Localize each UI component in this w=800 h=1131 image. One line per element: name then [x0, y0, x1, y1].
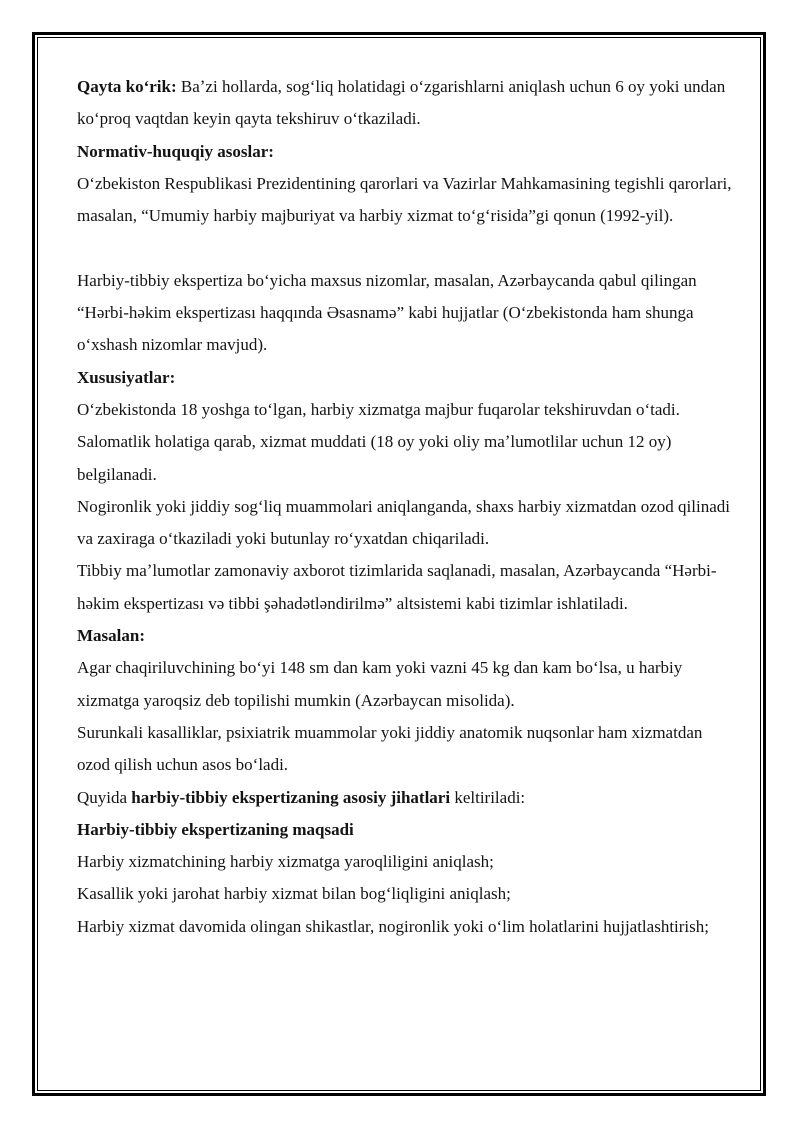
paragraph-xususiyatlar-3: Tibbiy maʼlumotlar zamonaviy axborot tizimlarida saqlanadi, masalan, Azərbaycanda “Hərbi-həkim ekspertizası və tibbi şəhadətləndirilmə” altsistemi kabi tizimlar ishlatiladi. [77, 561, 717, 613]
list-item-maqsad-1: Harbiy xizmatchining harbiy xizmatga yaroqliligini aniqlash; [77, 852, 494, 872]
list-item-maqsad-3: Harbiy xizmat davomida olingan shikastlar, nogironlik yoki oʻlim holatlarini hujjatlashtirish; [77, 916, 709, 936]
paragraph-quyida [77, 782, 737, 814]
document-body [77, 71, 737, 943]
heading-masalan-text: Masalan: [77, 626, 145, 646]
paragraph-qayta-korik [77, 71, 737, 136]
heading-maqsad [77, 814, 737, 846]
paragraph-xususiyatlar-1: Oʻzbekistonda 18 yoshga toʻlgan, harbiy xizmatga majbur fuqarolar tekshiruvdan oʻtadi. Salomatlik holatiga qarab, xizmat muddati (18 oy yoki oliy maʼlumotlilar uchun 12 oy) belgilanadi. [77, 399, 680, 484]
heading-xususiyatlar [77, 362, 737, 394]
heading-normativ [77, 136, 737, 168]
heading-normativ-text: Normativ-huquqiy asoslar: [77, 141, 274, 161]
quyida-pre: Quyida [77, 787, 132, 807]
list-item-maqsad-2: Kasallik yoki jarohat harbiy xizmat bilan bogʻliqligini aniqlash; [77, 884, 511, 904]
quyida-post: keltiriladi: [450, 787, 526, 807]
label-qayta-korik: Qayta koʻrik: [77, 77, 177, 96]
heading-masalan [77, 620, 737, 652]
paragraph-normativ-2: Harbiy-tibbiy ekspertiza boʻyicha maxsus nizomlar, masalan, Azərbaycanda qabul qilingan “Hərbi-həkim ekspertizası haqqında Əsasnamə” kabi hujjatlar (Oʻzbekistonda ham shunga oʻxshash nizomlar mavjud). [77, 270, 697, 355]
heading-maqsad-text: Harbiy-tibbiy ekspertizaning maqsadi [77, 819, 354, 839]
text-qayta-korik: Baʼzi hollarda, sogʻliq holatidagi oʻzgarishlarni aniqlash uchun 6 oy yoki undan koʻproq vaqtdan keyin qayta tekshiruv oʻtkaziladi. [77, 77, 726, 129]
heading-xususiyatlar-text: Xususiyatlar: [77, 367, 176, 387]
paragraph-normativ-1: Oʻzbekiston Respublikasi Prezidentining qarorlari va Vazirlar Mahkamasining tegishli qarorlari, masalan, “Umumiy harbiy majburiyat va harbiy xizmat toʻgʻrisida”gi qonun (1992-yil). [77, 173, 732, 226]
quyida-bold: harbiy-tibbiy ekspertizaning asosiy jihatlari [131, 787, 451, 807]
blank-line [77, 232, 737, 264]
paragraph-xususiyatlar-2: Nogironlik yoki jiddiy sogʻliq muammolari aniqlanganda, shaxs harbiy xizmatdan ozod qilinadi va zaxiraga oʻtkaziladi yoki butunlay roʻyxatdan chiqariladi. [77, 496, 730, 549]
paragraph-masalan-1: Agar chaqiriluvchining boʻyi 148 sm dan kam yoki vazni 45 kg dan kam boʻlsa, u harbiy xizmatga yaroqsiz deb topilishi mumkin (Azərbaycan misolida). [77, 658, 683, 710]
paragraph-masalan-2: Surunkali kasalliklar, psixiatrik muammolar yoki jiddiy anatomik nuqsonlar ham xizmatdan ozod qilish uchun asos boʻladi. [77, 722, 703, 775]
